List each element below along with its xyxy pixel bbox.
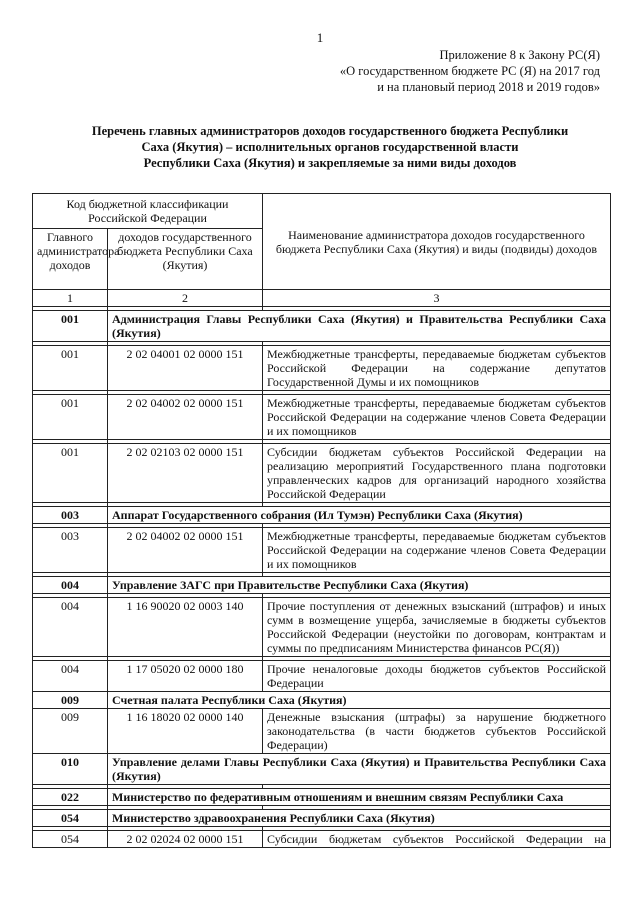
admin-code: 001: [33, 444, 108, 503]
header-row-1: [33, 194, 611, 229]
admin-code: 004: [33, 598, 108, 657]
admin-code: 001: [33, 395, 108, 440]
table-row: [33, 789, 611, 806]
table-row: [33, 810, 611, 827]
col-number-1: 1: [33, 290, 108, 307]
administrator-name: Управление ЗАГС при Правительстве Республики Саха (Якутия): [108, 577, 611, 594]
income-code: 2 02 04001 02 0000 151: [108, 346, 263, 391]
administrator-name: Администрация Главы Республики Саха (Якутия) и Правительства Республики Саха (Якутия): [108, 311, 611, 342]
admin-code: 003: [33, 507, 108, 524]
header-numbers-row: [33, 290, 611, 307]
income-code: 2 02 04002 02 0000 151: [108, 395, 263, 440]
income-code: 2 02 04002 02 0000 151: [108, 528, 263, 573]
admin-code: 009: [33, 692, 108, 709]
admin-code: 054: [33, 831, 108, 848]
income-name: Денежные взыскания (штрафы) за нарушение бюджетного законодательства (в части бюджетов субъектов Российской Федерации): [263, 709, 611, 754]
income-code: 1 17 05020 02 0000 180: [108, 661, 263, 692]
income-code: 1 16 18020 02 0000 140: [108, 709, 263, 754]
administrator-name: Аппарат Государственного собрания (Ил Тумэн) Республики Саха (Якутия): [108, 507, 611, 524]
administrator-name: Счетная палата Республики Саха (Якутия): [108, 692, 611, 709]
header-name-col: Наименование администратора доходов государственного бюджета Республики Саха (Якутия) и виды (подвиды) доходов: [263, 194, 611, 290]
table-row: [33, 692, 611, 709]
admin-code: 004: [33, 577, 108, 594]
admin-code: 003: [33, 528, 108, 573]
table-row: [33, 528, 611, 573]
appendix-line-2: «О государственном бюджете РС (Я) на 2017 год: [339, 64, 600, 78]
table-row: [33, 831, 611, 848]
table-row: [33, 661, 611, 692]
table-row: [33, 598, 611, 657]
income-name: Межбюджетные трансферты, передаваемые бюджетам субъектов Российской Федерации на содержание членов Совета Федерации и их помощников: [263, 528, 611, 573]
administrator-name: Министерство по федеративным отношениям и внешним связям Республики Саха: [108, 789, 611, 806]
appendix-line-3: и на плановый период 2018 и 2019 годов»: [377, 80, 600, 94]
administrator-name: Управление делами Главы Республики Саха (Якутия) и Правительства Республики Саха (Якутия): [108, 754, 611, 785]
admin-code: 004: [33, 661, 108, 692]
page-number: 1: [316, 30, 324, 45]
title-line-2: Саха (Якутия) – исполнительных органов государственной власти: [141, 140, 519, 154]
appendix-note: [340, 47, 600, 95]
header-income-col: доходов государственного бюджета Республики Саха (Якутия): [108, 229, 263, 290]
income-name: Субсидии бюджетам субъектов Российской Федерации на: [263, 831, 611, 848]
admin-code: 022: [33, 789, 108, 806]
admin-code: 009: [33, 709, 108, 754]
admin-code: 054: [33, 810, 108, 827]
table-row: [33, 346, 611, 391]
col-number-2: 2: [108, 290, 263, 307]
appendix-line-1: Приложение 8 к Закону РС(Я): [439, 48, 600, 62]
table-row: [33, 395, 611, 440]
income-code: 2 02 02103 02 0000 151: [108, 444, 263, 503]
title-line-3: Республики Саха (Якутия) и закрепляемые за ними виды доходов: [143, 156, 517, 170]
col-number-3: 3: [263, 290, 611, 307]
income-name: Межбюджетные трансферты, передаваемые бюджетам субъектов Российской Федерации на содержание депутатов Государственной Думы и их помощников: [263, 346, 611, 391]
income-code: 1 16 90020 02 0003 140: [108, 598, 263, 657]
header-code-group: Код бюджетной классификации Российской Федерации: [33, 194, 263, 229]
table-row: [33, 444, 611, 503]
table-row: [33, 507, 611, 524]
admin-code: 001: [33, 311, 108, 342]
table-row: [33, 311, 611, 342]
table-row: [33, 754, 611, 785]
administrators-table: [32, 193, 611, 848]
document-title: [60, 123, 600, 171]
header-admin-col: Главного администратора доходов: [33, 229, 108, 290]
income-name: Субсидии бюджетам субъектов Российской Федерации на реализацию мероприятий Государственного плана подготовки управленческих кадров для организаций народного хозяйства Российской Федерации: [263, 444, 611, 503]
table-row: [33, 709, 611, 754]
table-row: [33, 577, 611, 594]
administrator-name: Министерство здравоохранения Республики Саха (Якутия): [108, 810, 611, 827]
admin-code: 001: [33, 346, 108, 391]
income-name: Межбюджетные трансферты, передаваемые бюджетам субъектов Российской Федерации на содержание членов Совета Федерации и их помощников: [263, 395, 611, 440]
income-name: Прочие поступления от денежных взысканий (штрафов) и иных сумм в возмещение ущерба, зачисляемые в бюджеты субъектов Российской Федерации (неустойки по договорам, контрактам и суммы по предписаниям Министерства финансов РС(Я)): [263, 598, 611, 657]
income-code: 2 02 02024 02 0000 151: [108, 831, 263, 848]
title-line-1: Перечень главных администраторов доходов государственного бюджета Республики: [91, 124, 569, 138]
admin-code: 010: [33, 754, 108, 785]
income-name: Прочие неналоговые доходы бюджетов субъектов Российской Федерации: [263, 661, 611, 692]
